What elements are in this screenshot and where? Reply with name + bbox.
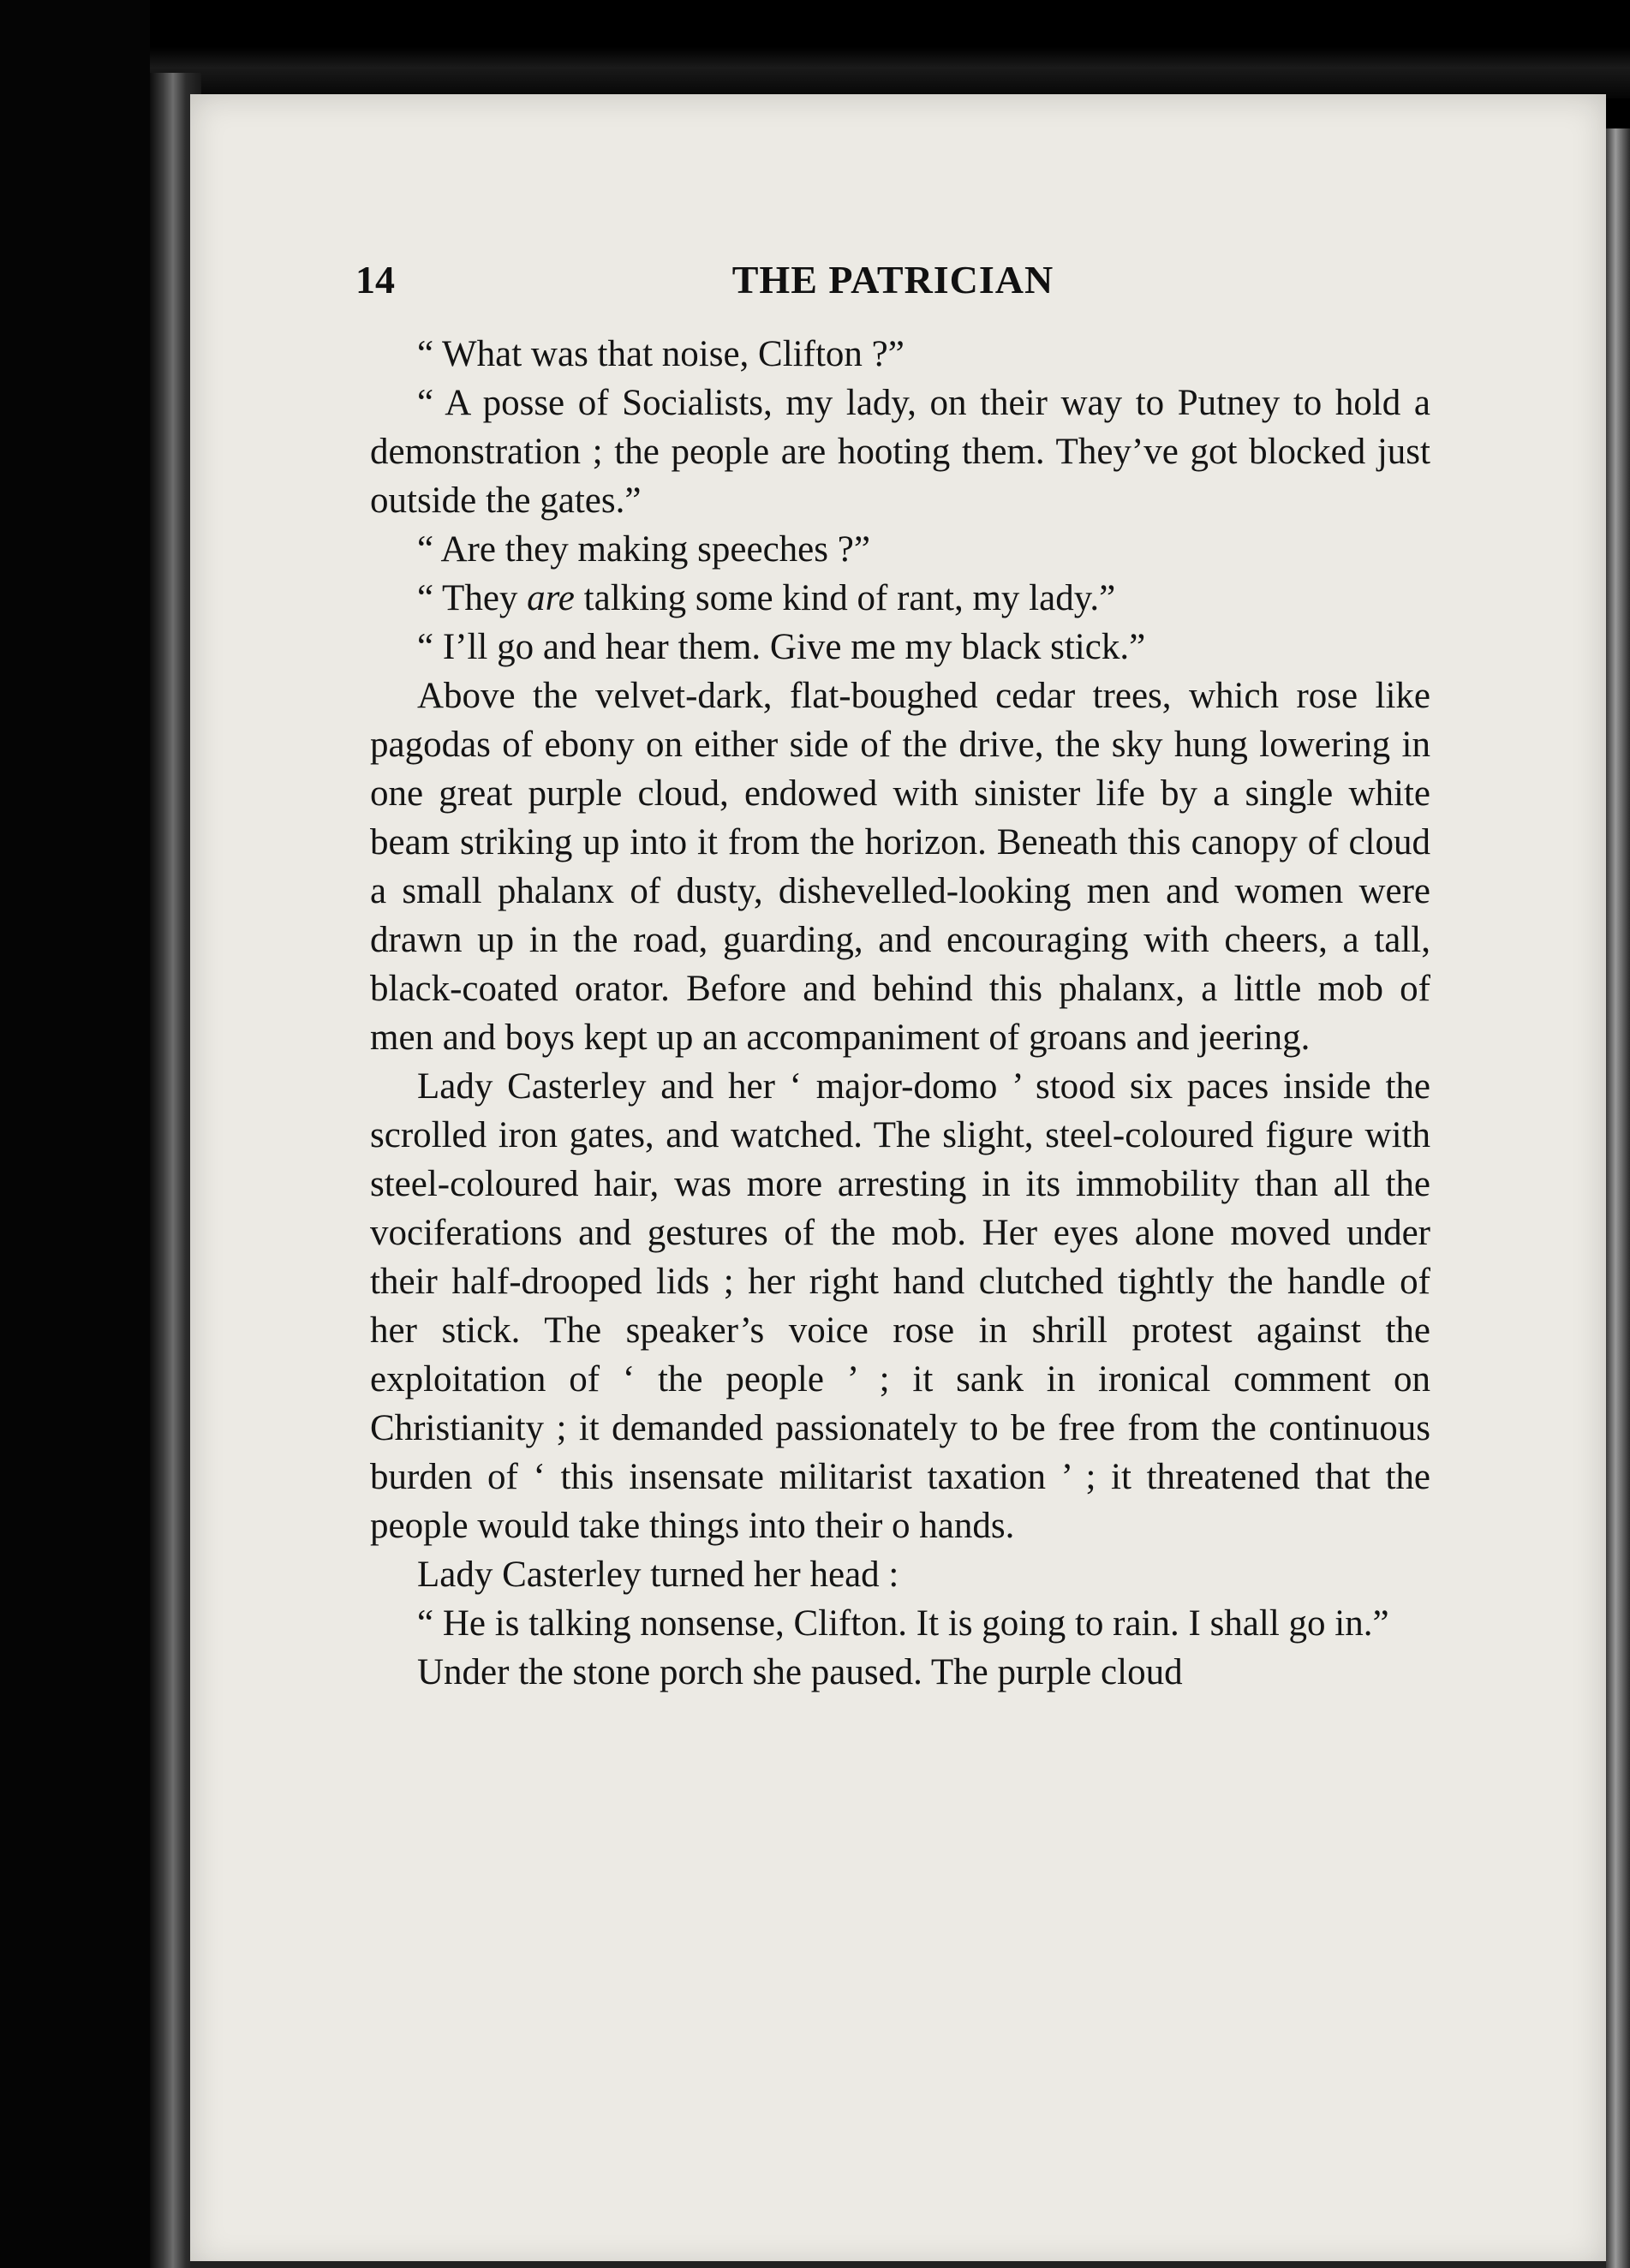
- italic-emphasis: are: [527, 578, 575, 618]
- running-head: THE PATRICIAN: [731, 258, 1054, 301]
- paragraph: Above the velvet-dark, flat-boughed cedar trees, which rose like pagodas of ebony on either side of the drive, the sky hung lowering in one great purple cloud, endowed with sinister life by a single white beam striking up into it from the horizon. Beneath this canopy of cloud a small phalanx of dusty, dishevelled-looking men and women were drawn up in the road, guarding, and encouraging with cheers, a tall, black-coated orator. Before and behind this phalanx, a little mob of men and boys kept up an accompaniment of groans and jeering.: [370, 676, 1430, 1058]
- paragraph: Lady Casterley turned her head :: [417, 1555, 899, 1595]
- page-number: 14: [355, 258, 395, 301]
- paragraph: “ They are talking some kind of rant, my lady.”: [417, 578, 1116, 618]
- paragraph: “ Are they making speeches ?”: [417, 529, 870, 570]
- page-header: [355, 257, 1430, 317]
- scan-left-margin: [0, 0, 150, 2268]
- paragraph: “ A posse of Socialists, my lady, on their way to Putney to hold a demonstration ; the people are hooting them. They’ve got blocked just outside the gates.”: [370, 383, 1430, 521]
- paragraph: Under the stone porch she paused. The purple cloud: [417, 1652, 1183, 1692]
- scan-bottom-edge: [190, 2261, 1606, 2268]
- body-text: [370, 330, 1430, 1697]
- paragraph: “ What was that noise, Clifton ?”: [417, 334, 905, 374]
- paragraph: “ He is talking nonsense, Clifton. It is going to rain. I shall go in.”: [417, 1603, 1389, 1644]
- paragraph: “ I’ll go and hear them. Give me my black stick.”: [417, 627, 1146, 667]
- page-right-edge: [1606, 128, 1630, 2268]
- scan-top-edge: [150, 47, 1630, 98]
- paragraph: Lady Casterley and her ‘ major-domo ’ stood six paces inside the scrolled iron gates, and watched. The slight, steel-coloured figure with steel-coloured hair, was more arresting in its immobility than all the vociferations and gestures of the mob. Her eyes alone moved under their half-drooped lids ; her right hand clutched tightly the handle of her stick. The speaker’s voice rose in shrill protest against the exploitation of ‘ the people ’ ; it sank in ironical comment on Christianity ; it demanded passionately to be free from the continuous burden of ‘ this insensate militarist taxation ’ ; it threatened that the people would take things into their o hands.: [370, 1066, 1430, 1546]
